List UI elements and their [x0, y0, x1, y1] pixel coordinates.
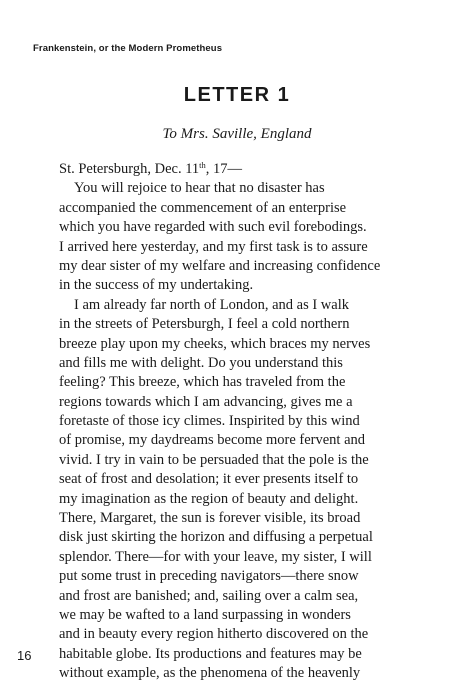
- page-number: 16: [17, 648, 32, 663]
- body-line: You will rejoice to hear that no disaster has: [74, 180, 325, 197]
- running-head: Frankenstein, or the Modern Prometheus: [33, 43, 223, 54]
- body-line: in the success of my undertaking.: [59, 277, 254, 294]
- body-line: which you have regarded with such evil forebodings.: [59, 219, 367, 236]
- letter-heading: LETTER 1: [183, 84, 291, 106]
- dateline-superscript: th: [199, 160, 206, 170]
- body-line: and fills me with delight. Do you understand this: [59, 354, 343, 371]
- dateline-suffix: , 17—: [205, 161, 243, 177]
- body-line: my dear sister of my welfare and increasing confidence: [59, 257, 381, 274]
- body-line: I arrived here yesterday, and my first task is to assure: [59, 238, 368, 255]
- body-line: foretaste of those icy climes. Inspirited by this wind: [59, 413, 360, 430]
- body-line: in the streets of Petersburgh, I feel a cold northern: [59, 316, 350, 333]
- body-line: put some trust in preceding navigators—there snow: [59, 568, 359, 585]
- body-line: accompanied the commencement of an enterprise: [59, 199, 347, 216]
- body-line: breeze play upon my cheeks, which braces my nerves: [59, 335, 371, 352]
- body-line: regions towards which I am advancing, gives me a: [59, 393, 353, 410]
- body-line: habitable globe. Its productions and features may be: [59, 645, 362, 662]
- dateline: [59, 160, 419, 179]
- body-line: splendor. There—for with your leave, my sister, I will: [59, 548, 372, 565]
- body-line: we may be wafted to a land surpassing in wonders: [59, 606, 351, 623]
- body-line: disk just skirting the horizon and diffusing a perpetual: [59, 529, 373, 546]
- body-line: and frost are banished; and, sailing over a calm sea,: [59, 587, 359, 604]
- body-line: I am already far north of London, and as I walk: [74, 296, 349, 313]
- body-line: my imagination as the region of beauty and delight.: [59, 490, 359, 507]
- dateline-prefix: St. Petersburgh, Dec. 11: [59, 161, 200, 177]
- body-line: without example, as the phenomena of the heavenly: [59, 665, 361, 682]
- body-line: There, Margaret, the sun is forever visible, its broad: [59, 510, 361, 527]
- body-line: and in beauty every region hitherto discovered on the: [59, 626, 369, 643]
- body-line: of promise, my daydreams become more fervent and: [59, 432, 366, 449]
- body-line: feeling? This breeze, which has traveled from the: [59, 374, 346, 391]
- body-line: seat of frost and desolation; it ever presents itself to: [59, 471, 359, 488]
- letter-body: [59, 160, 419, 684]
- addressee-line: To Mrs. Saville, England: [162, 126, 312, 142]
- body-line: vivid. I try in vain to be persuaded that the pole is the: [59, 451, 369, 468]
